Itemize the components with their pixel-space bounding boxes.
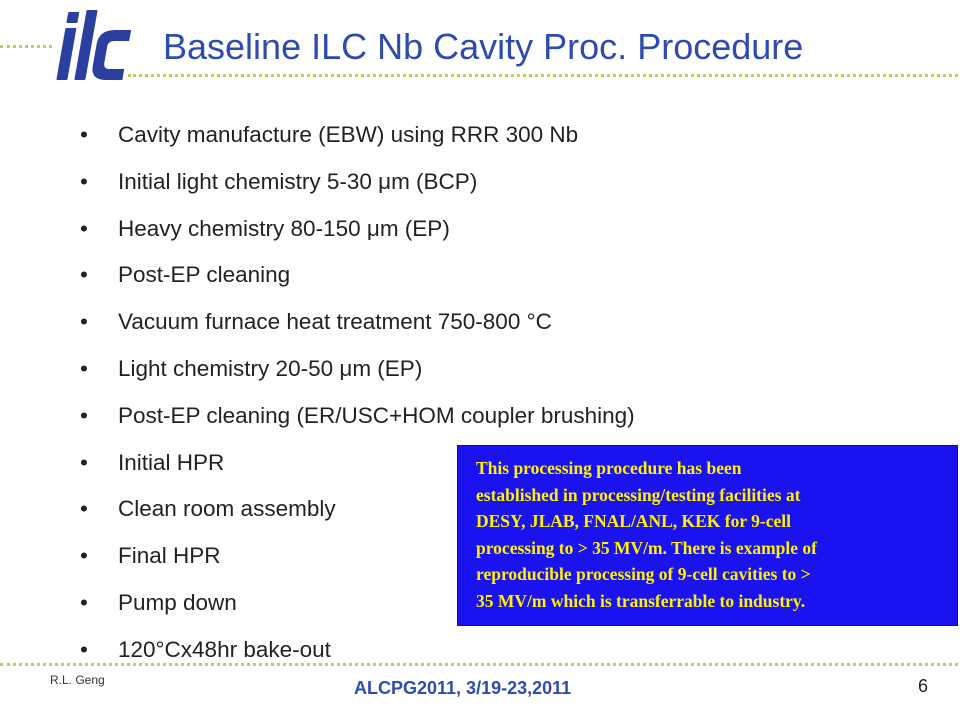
bullet-item: • Post-EP cleaning (ER/USC+HOM coupler brushing) <box>78 393 635 440</box>
logo-text: ilc <box>100 82 102 83</box>
callout-line: reproducible processing of 9-cell cavities to > <box>476 564 811 584</box>
slide-title: Baseline ILC Nb Cavity Proc. Procedure <box>163 26 804 67</box>
bullet-item: • Heavy chemistry 80-150 μm (EP) <box>78 206 635 253</box>
callout-line: This processing procedure has been <box>476 458 742 478</box>
footer-conference: ALCPG2011, 3/19-23,2011 <box>354 678 572 698</box>
callout-line: established in processing/testing facilities at <box>476 484 801 505</box>
callout-line: 35 MV/m which is transferrable to industry. <box>476 590 806 611</box>
bullet-item: • Cavity manufacture (EBW) using RRR 300 Nb <box>78 112 635 159</box>
bullet-item: • Vacuum furnace heat treatment 750-800 °C <box>78 299 635 346</box>
bullet-item: • Pump down <box>78 580 635 627</box>
callout-line: processing to > 35 MV/m. There is example of <box>476 537 817 558</box>
top-dotted-rule <box>128 74 958 77</box>
footer-author: R.L. Geng <box>50 673 105 687</box>
bullet-item: • Light chemistry 20-50 μm (EP) <box>78 346 635 393</box>
bullet-item: • Final HPR <box>78 533 635 580</box>
bullet-item: • Initial light chemistry 5-30 μm (BCP) <box>78 159 635 206</box>
bullet-item: • Post-EP cleaning <box>78 252 635 299</box>
callout-box <box>457 445 958 626</box>
bullet-item: • Clean room assembly <box>78 486 635 533</box>
top-left-dotted-rule <box>0 45 52 48</box>
page-number: 6 <box>918 676 929 696</box>
callout-line: DESY, JLAB, FNAL/ANL, KEK for 9-cell <box>476 511 792 531</box>
ilc-logo <box>55 8 147 84</box>
bullet-item: • Initial HPR <box>78 440 635 487</box>
bullet-item: • 120°Cx48hr bake-out <box>78 627 635 674</box>
